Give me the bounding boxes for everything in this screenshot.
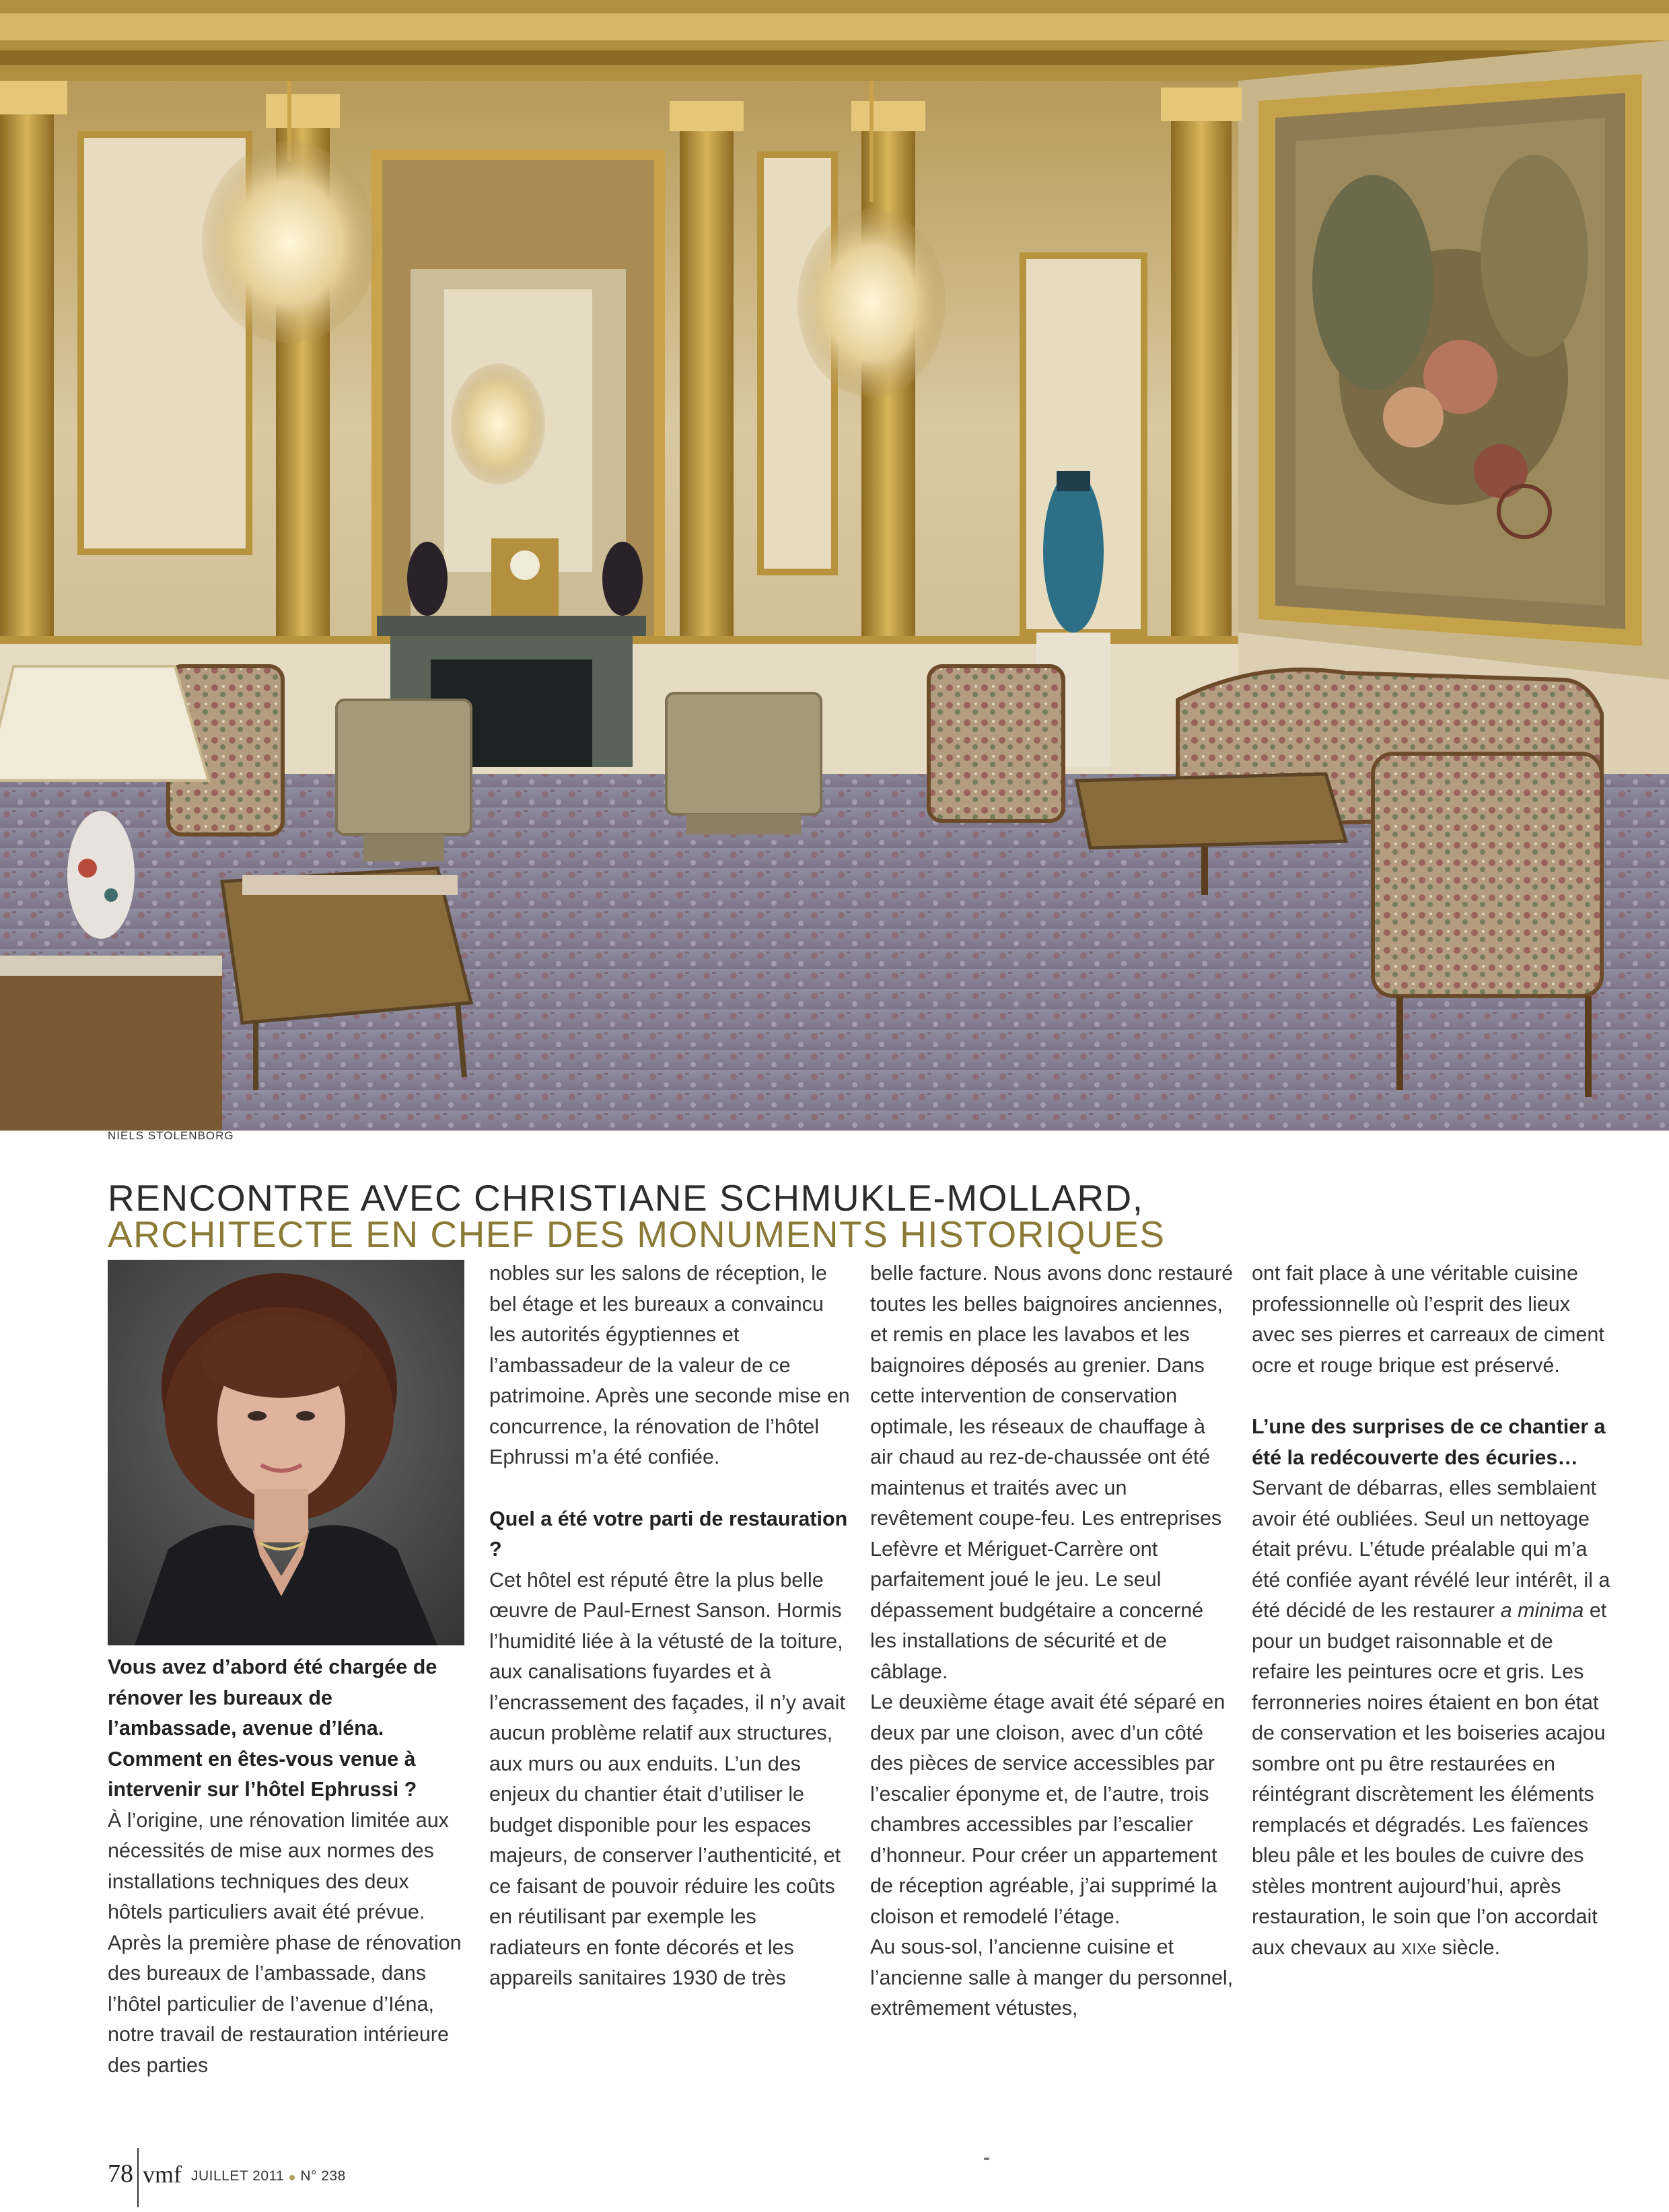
column-4 — [1252, 1258, 1615, 1964]
headline-line-2: ARCHITECTE EN CHEF DES MONUMENTS HISTORIQUES — [108, 1213, 1166, 1255]
column-3 — [870, 1258, 1234, 2024]
photo-credit: NIELS STOLENBORG — [108, 1129, 234, 1142]
headline — [108, 1178, 1588, 1254]
paragraph: Le deuxième étage avait été séparé en deux par une cloison, avec d’un côté des pièces de service accessibles par l’escalier éponyme et, de l’autre, trois chambres accessibles par l’escalier d’honneur. Pour créer un appartement de réception agréable, j’ai supprimé la cloison et remodelé l’étage. — [870, 1690, 1226, 1928]
portrait-icon — [108, 1260, 464, 1645]
column-1 — [108, 1652, 464, 2081]
page-number: 78 — [108, 2160, 133, 2188]
answer-emphasis: a minima — [1500, 1599, 1584, 1622]
footer-divider — [137, 2148, 139, 2207]
interview-answer-3 — [1252, 1473, 1615, 1964]
interview-answer-1: À l’origine, une rénovation limitée aux nécessités de mise aux normes des installations techniques des deux hôtels particuliers avait été prévue. Après la première phase de rénovation des bureaux de l’ambassade, dans l’hôtel particulier de l’avenue d’Iéna, notre travail de restauration intérieure des parties — [108, 1808, 462, 2077]
century-numeral: XIXe — [1401, 1939, 1437, 1958]
column-2 — [489, 1258, 853, 1994]
bullet-icon — [289, 2175, 295, 2180]
interview-answer-2: Cet hôtel est réputé être la plus belle œuvre de Paul-Ernest Sanson. Hormis l’humidité liée à la vétusté de la toiture, aux canalisations fuyardes et à l’encrassement des façades, il n’y avait aucun problème relatif aux structures, aux murs ou aux enduits. L’un des enjeux du chantier était d’utiliser le budget disponible pour les espaces majeurs, de conserver l’authenticité, et ce faisant de pouvoir réduire les coûts en réutilisant par exemple les radiateurs en fonte décorés et les appareils sanitaires 1930 de très — [489, 1568, 845, 1989]
answer-text: siècle. — [1436, 1935, 1501, 1959]
answer-text: et pour un budget raisonnable et de refaire les peintures ocre et gris. Les ferronneries noires étaient en bon état de conservation et les boiseries acajou sombre ont pu être restaurées en réintégrant discrètement les éléments remplacés et dégradés. Les faïences bleu pâle et les boules de cuivre des stèles montrent aujourd’hui, après restauration, le soin que l’on accordait aux chevaux au — [1252, 1599, 1607, 1959]
headline-line-1: RENCONTRE AVEC CHRISTIANE SCHMUKLE-MOLLARD, — [108, 1177, 1144, 1219]
paragraph: Au sous-sol, l’ancienne cuisine et l’ancienne salle à manger du personnel, extrêmement vétustes, — [870, 1935, 1234, 2020]
answer-text: Servant de débarras, elles semblaient avoir été oubliées. Seul un nettoyage était prévu. L’étude préalable qui m’a été confiée ayant révélé leur intérêt, il a été décidé de les restaurer — [1252, 1476, 1610, 1622]
paragraph: belle facture. Nous avons donc restauré toutes les belles baignoires anciennes, et remis en place les lavabos et les baignoires déposés au grenier. Dans cette intervention de conservation optimale, les réseaux de chauffage à air chaud au rez-de-chaussée ont été maintenus et traités avec un revêtement coupe-feu. Les entreprises Lefèvre et Mériguet-Carrère ont parfaitement joué le jeu. Le seul dépassement budgétaire a concerné les installations de sécurité et de câblage. — [870, 1262, 1234, 1683]
interview-question-3: L’une des surprises de ce chantier a été la redécouverte des écuries… — [1252, 1415, 1606, 1469]
interview-question-1: Vous avez d’abord été chargée de rénover les bureaux de l’ambassade, avenue d’Iéna. Comment en êtes-vous venue à intervenir sur l’hôtel Ephrussi ? — [108, 1655, 437, 1801]
issue-number: N° 238 — [300, 2168, 346, 2184]
print-mark — [984, 2157, 989, 2160]
interview-question-2: Quel a été votre parti de restauration ? — [489, 1507, 848, 1561]
magazine-logo: vmf — [143, 2161, 182, 2188]
paragraph: nobles sur les salons de réception, le bel étage et les bureaux a convaincu les autorités égyptiennes et l’ambassadeur de la valeur de ce patrimoine. Après une seconde mise en concurrence, la rénovation de l’hôtel Ephrussi m’a été confiée. — [489, 1262, 850, 1468]
issue-date: JUILLET 2011 — [191, 2168, 285, 2184]
paragraph: ont fait place à une véritable cuisine professionnelle où l’esprit des lieux avec ses pierres et carreaux de ciment ocre et rouge brique est préservé. — [1252, 1262, 1604, 1377]
portrait-photo — [108, 1260, 464, 1645]
page-footer — [108, 2148, 346, 2188]
